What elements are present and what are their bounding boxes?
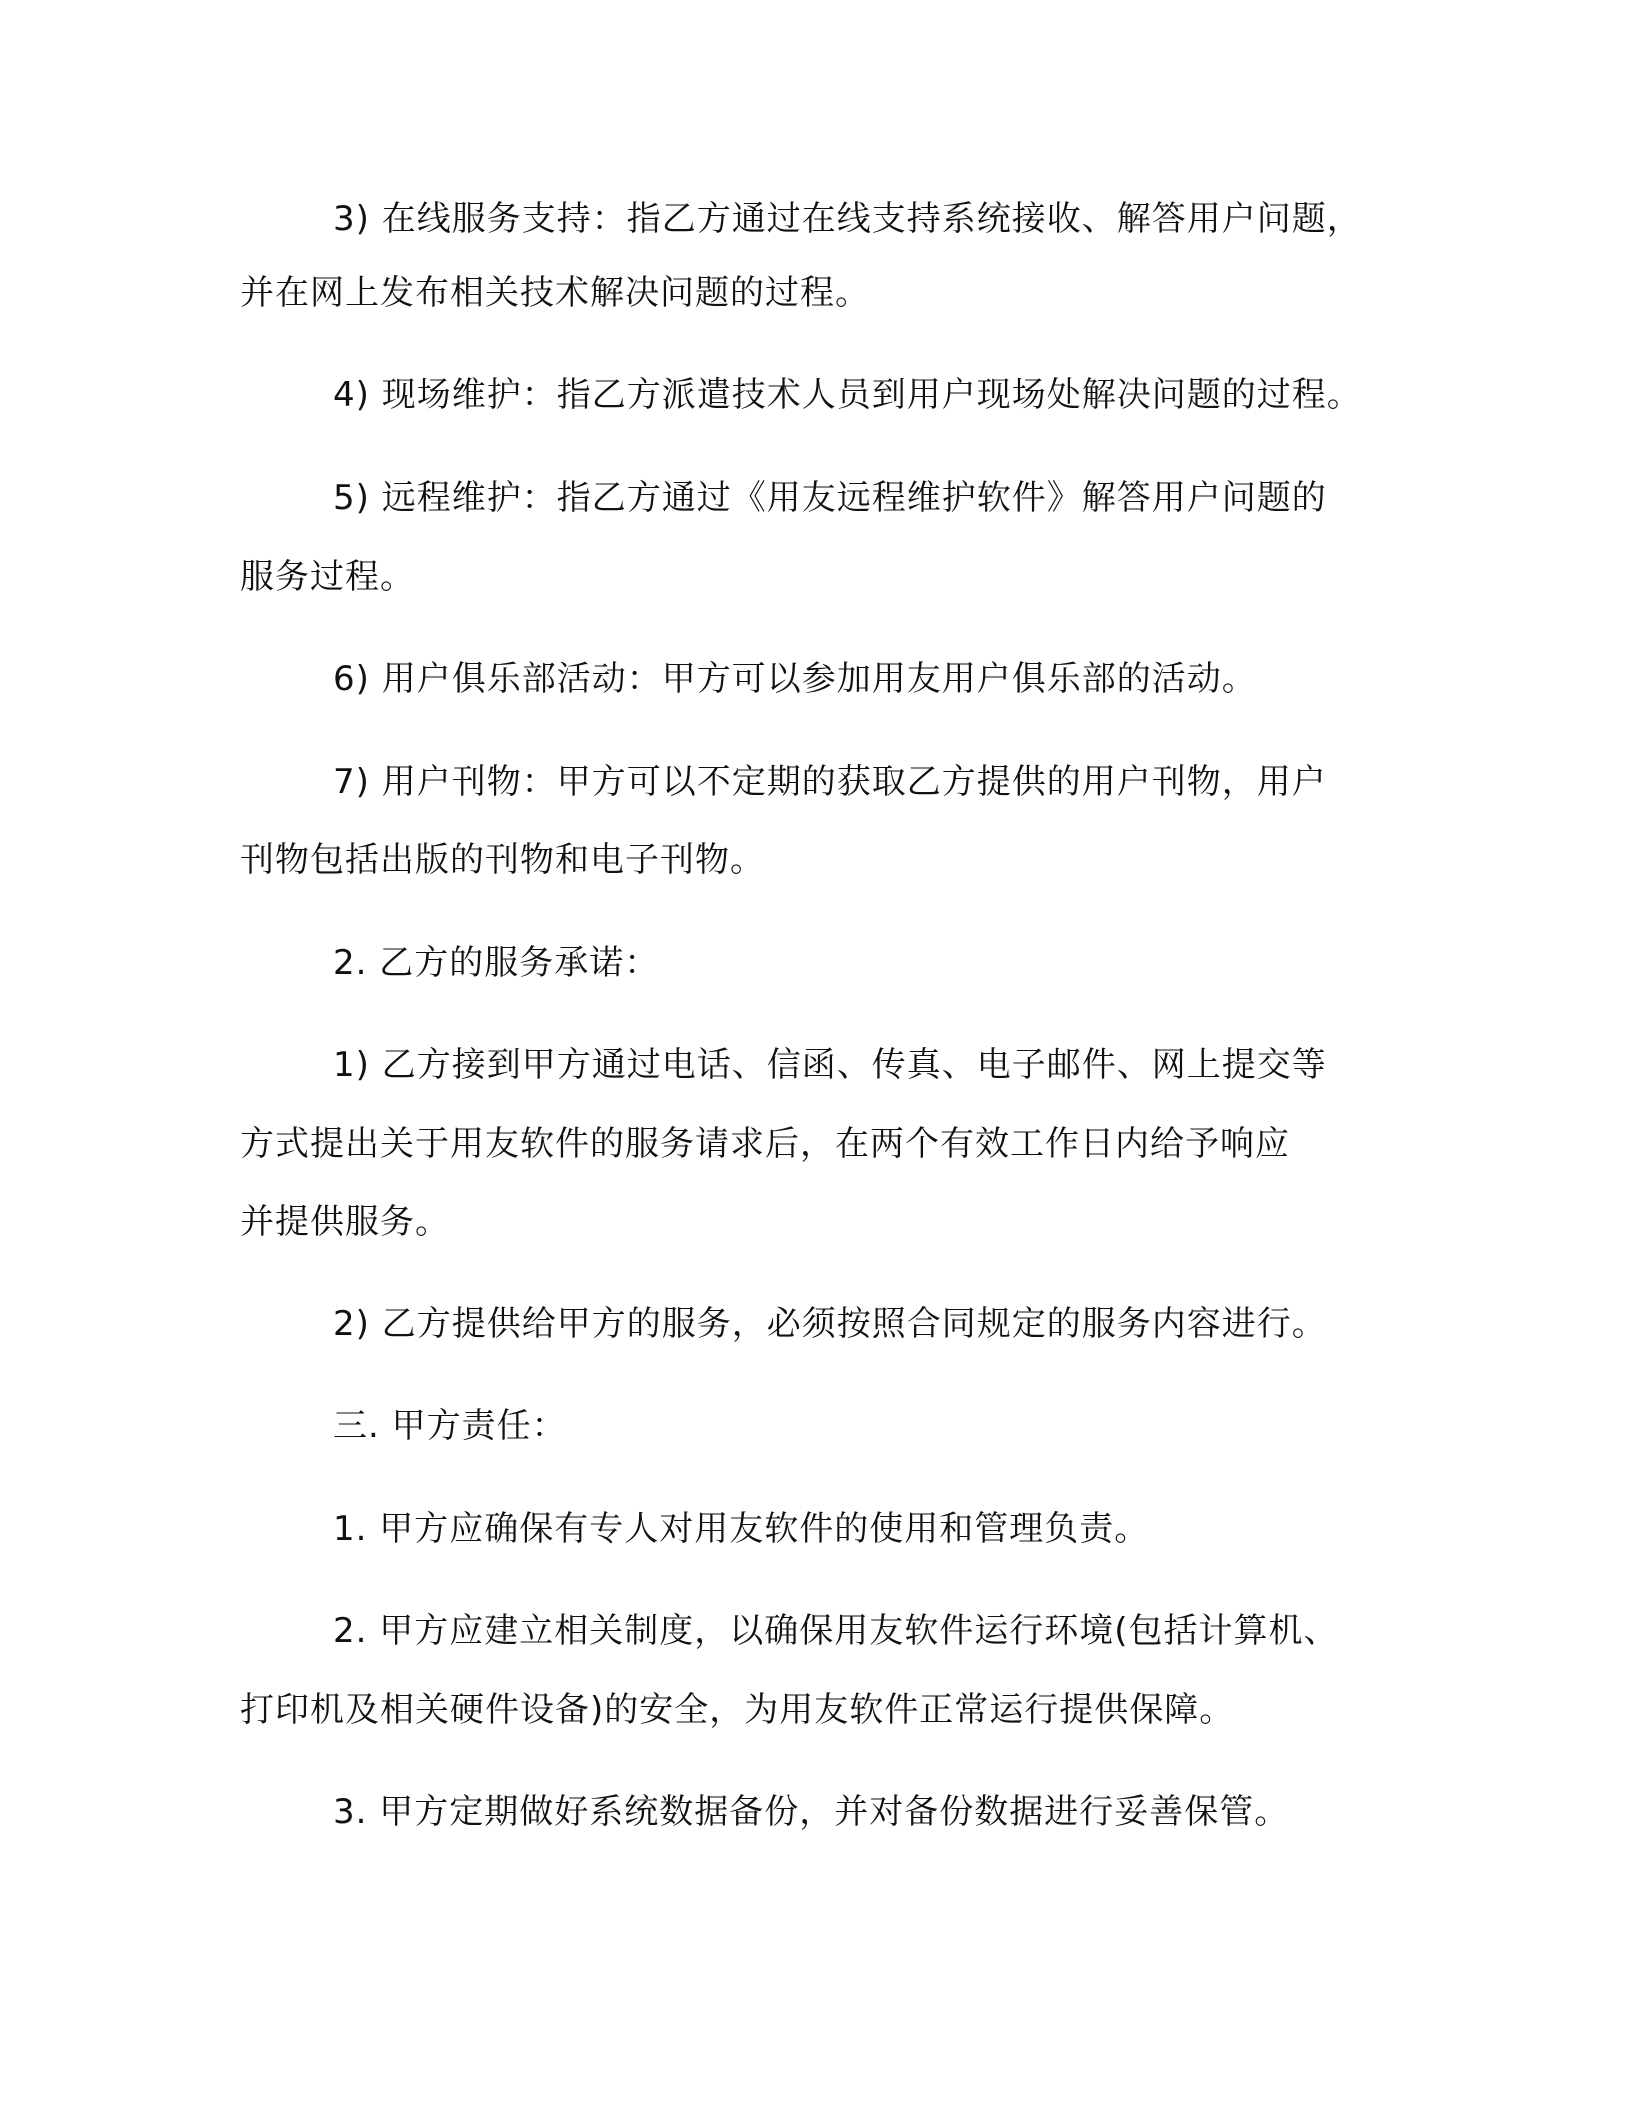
section-heading: 三. 甲方责任：	[333, 1406, 567, 1446]
paragraph-line: 7) 用户刊物：甲方可以不定期的获取乙方提供的用户刊物，用户	[333, 762, 1327, 802]
paragraph-line: 2. 甲方应建立相关制度，以确保用友软件运行环境(包括计算机、	[333, 1611, 1339, 1651]
paragraph-line: 并在网上发布相关技术解决问题的过程。	[240, 273, 870, 313]
paragraph-line: 2) 乙方提供给甲方的服务，必须按照合同规定的服务内容进行。	[333, 1304, 1327, 1344]
paragraph-line: 3. 甲方定期做好系统数据备份，并对备份数据进行妥善保管。	[333, 1792, 1290, 1832]
paragraph-line: 3) 在线服务支持：指乙方通过在线支持系统接收、解答用户问题，	[333, 199, 1362, 239]
paragraph-line: 方式提出关于用友软件的服务请求后，在两个有效工作日内给予响应	[240, 1124, 1290, 1164]
paragraph-line: 打印机及相关硬件设备)的安全，为用友软件正常运行提供保障。	[240, 1690, 1235, 1730]
paragraph-line: 1) 乙方接到甲方通过电话、信函、传真、电子邮件、网上提交等	[333, 1045, 1327, 1085]
paragraph-line: 1. 甲方应确保有专人对用友软件的使用和管理负责。	[333, 1509, 1150, 1549]
paragraph-line: 4) 现场维护：指乙方派遣技术人员到用户现场处解决问题的过程。	[333, 375, 1362, 415]
paragraph-line: 5) 远程维护：指乙方通过《用友远程维护软件》解答用户问题的	[333, 478, 1327, 518]
paragraph-line: 服务过程。	[240, 557, 415, 597]
paragraph-line: 并提供服务。	[240, 1202, 450, 1242]
paragraph-line: 6) 用户俱乐部活动：甲方可以参加用友用户俱乐部的活动。	[333, 659, 1257, 699]
paragraph-line: 刊物包括出版的刊物和电子刊物。	[240, 840, 765, 880]
section-heading: 2. 乙方的服务承诺：	[333, 943, 660, 983]
